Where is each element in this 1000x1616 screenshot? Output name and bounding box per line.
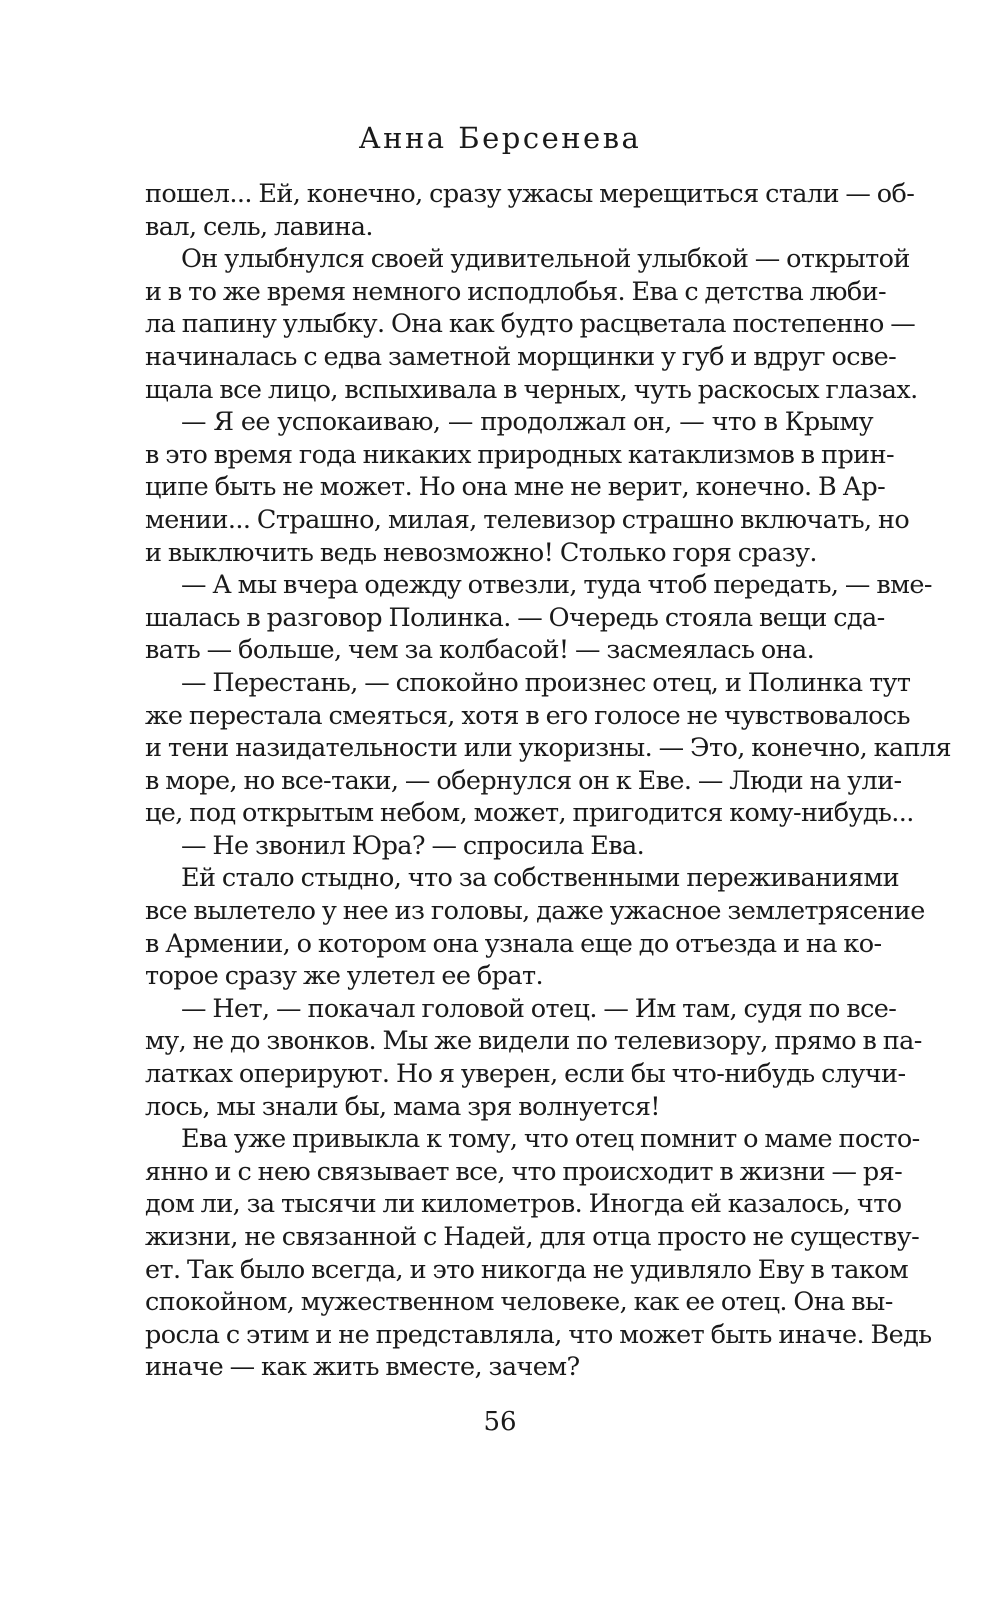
text-line: — Я ее успокаиваю, — продолжал он, — что в Крыму <box>181 407 873 438</box>
text-line: янно и с нею связывает все, что происходит в жизни — ря- <box>145 1156 903 1187</box>
text-line: в море, но все-таки, — обернулся он к Еве. — Люди на ули- <box>145 765 902 796</box>
text-line: вал, сель, лавина. <box>145 211 373 242</box>
text-line: дом ли, за тысячи ли километров. Иногда ей казалось, что <box>145 1189 902 1220</box>
text-line: ла папину улыбку. Она как будто расцветала постепенно — <box>145 309 916 340</box>
text-line: все вылетело у нее из головы, даже ужасное землетрясение <box>145 896 925 927</box>
text-line: му, не до звонков. Мы же видели по телевизору, прямо в па- <box>145 1026 922 1057</box>
text-line: латках оперируют. Но я уверен, если бы что-нибудь случи- <box>145 1059 906 1090</box>
text-line: — Не звонил Юра? — спросила Ева. <box>181 830 645 861</box>
text-line: Он улыбнулся своей удивительной улыбкой — открытой <box>181 244 910 275</box>
text-line: Ей стало стыдно, что за собственными переживаниями <box>181 863 900 894</box>
text-line: и выключить ведь невозможно! Столько горя сразу. <box>145 537 817 568</box>
text-line: мении... Страшно, милая, телевизор страшно включать, но <box>145 504 910 535</box>
text-line: росла с этим и не представляла, что может быть иначе. Ведь <box>145 1319 932 1350</box>
text-line: — Перестань, — спокойно произнес отец, и Полинка тут <box>181 667 911 698</box>
text-line: ципе быть не может. Но она мне не верит, конечно. В Ар- <box>145 472 886 503</box>
text-line: шалась в разговор Полинка. — Очередь стояла вещи сда- <box>145 602 885 633</box>
text-line: в это время года никаких природных катаклизмов в прин- <box>145 439 894 470</box>
text-line: вать — больше, чем за колбасой! — засмеялась она. <box>145 635 815 666</box>
text-line: начиналась с едва заметной морщинки у губ и вдруг осве- <box>145 341 897 372</box>
text-line: иначе — как жить вместе, зачем? <box>145 1352 580 1383</box>
text-line: — Нет, — покачал головой отец. — Им там, судя по все- <box>181 993 897 1024</box>
text-line: ет. Так было всегда, и это никогда не удивляло Еву в таком <box>145 1254 909 1285</box>
text-line: жизни, не связанной с Надей, для отца просто не существу- <box>145 1222 920 1252</box>
text-line: Ева уже привыкла к тому, что отец помнит о маме посто- <box>181 1124 920 1155</box>
text-line: це, под открытым небом, может, пригодится кому-нибудь... <box>145 798 914 829</box>
body-text <box>145 178 952 1384</box>
text-line: торое сразу же улетел ее брат. <box>145 961 543 992</box>
text-line: спокойном, мужественном человеке, как ее отец. Она вы- <box>145 1287 893 1318</box>
text-line: щала все лицо, вспыхивала в черных, чуть раскосых глазах. <box>145 374 918 405</box>
text-line: и в то же время немного исподлобья. Ева с детства люби- <box>145 276 887 307</box>
running-head-author: Анна Берсенева <box>358 121 642 155</box>
text-line: же перестала смеяться, хотя в его голосе не чувствовалось <box>145 700 910 731</box>
text-line: пошел... Ей, конечно, сразу ужасы мерещиться стали — об- <box>145 179 915 209</box>
text-line: в Армении, о котором она узнала еще до отъезда и на ко- <box>145 928 882 959</box>
text-line: лось, мы знали бы, мама зря волнуется! <box>145 1091 660 1122</box>
text-line: — А мы вчера одежду отвезли, туда чтоб передать, — вме- <box>181 570 932 601</box>
text-line: и тени назидательности или укоризны. — Это, конечно, капля <box>145 733 952 764</box>
page-number: 56 <box>483 1407 517 1437</box>
